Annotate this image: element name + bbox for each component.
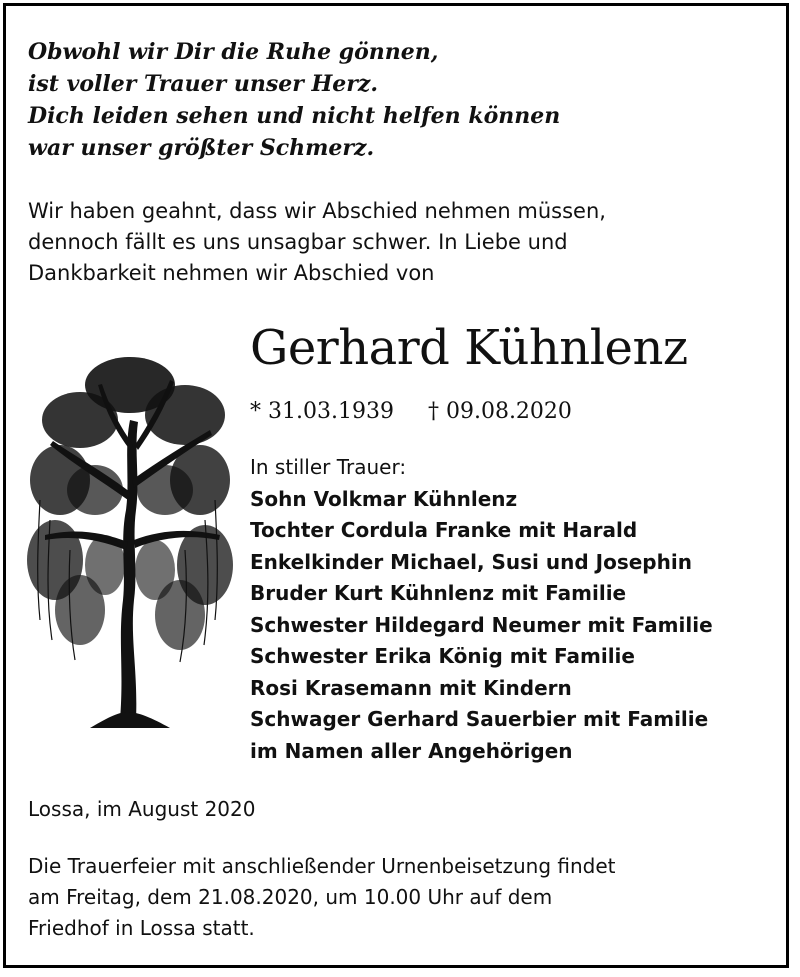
place-date: Lossa, im August 2020 bbox=[28, 797, 256, 821]
mourner-entry: Rosi Krasemann mit Kindern bbox=[250, 675, 572, 700]
deceased-name: Gerhard Kühnlenz bbox=[250, 320, 688, 376]
mourner-entry: Schwester Hildegard Neumer mit Familie bbox=[250, 612, 713, 637]
funeral-line: am Freitag, dem 21.08.2020, um 10.00 Uhr auf dem bbox=[28, 885, 553, 909]
mourner-entry: Schwager Gerhard Sauerbier mit Familie bbox=[250, 707, 709, 731]
death-date: † 09.08.2020 bbox=[427, 399, 572, 424]
intro-line: dennoch fällt es uns unsagbar schwer. In Liebe und bbox=[28, 230, 568, 254]
mourner-entry: Schwester Erika König mit Familie bbox=[250, 644, 635, 668]
mourner-entry: Tochter Cordula Franke mit Harald bbox=[250, 518, 638, 542]
poem-line: Obwohl wir Dir die Ruhe gönnen, bbox=[28, 39, 439, 65]
birch-tree-icon bbox=[20, 350, 235, 740]
funeral-info bbox=[28, 851, 616, 944]
mourner-entry: Sohn Volkmar Kühnlenz bbox=[250, 486, 518, 511]
birth-date: * 31.03.1939 bbox=[250, 399, 394, 424]
intro-line: Wir haben geahnt, dass wir Abschied nehmen müssen, bbox=[28, 199, 606, 223]
life-dates bbox=[250, 396, 572, 428]
intro-line: Dankbarkeit nehmen wir Abschied von bbox=[28, 261, 435, 285]
mourner-entry: im Namen aller Angehörigen bbox=[250, 738, 573, 763]
mourner-entry: Enkelkinder Michael, Susi und Josephin bbox=[250, 549, 692, 574]
poem-line: Dich leiden sehen und nicht helfen können bbox=[28, 103, 561, 129]
funeral-line: Friedhof in Lossa statt. bbox=[28, 916, 255, 940]
poem-line: war unser größter Schmerz. bbox=[28, 135, 375, 161]
mourner-entry: Bruder Kurt Kühnlenz mit Familie bbox=[250, 581, 627, 605]
mourners-heading: In stiller Trauer: bbox=[250, 455, 407, 479]
poem-line: ist voller Trauer unser Herz. bbox=[28, 71, 378, 97]
mourners-list bbox=[250, 452, 713, 767]
poem bbox=[28, 36, 560, 164]
intro-text bbox=[28, 196, 606, 289]
funeral-line: Die Trauerfeier mit anschließender Urnenbeisetzung findet bbox=[28, 854, 616, 878]
